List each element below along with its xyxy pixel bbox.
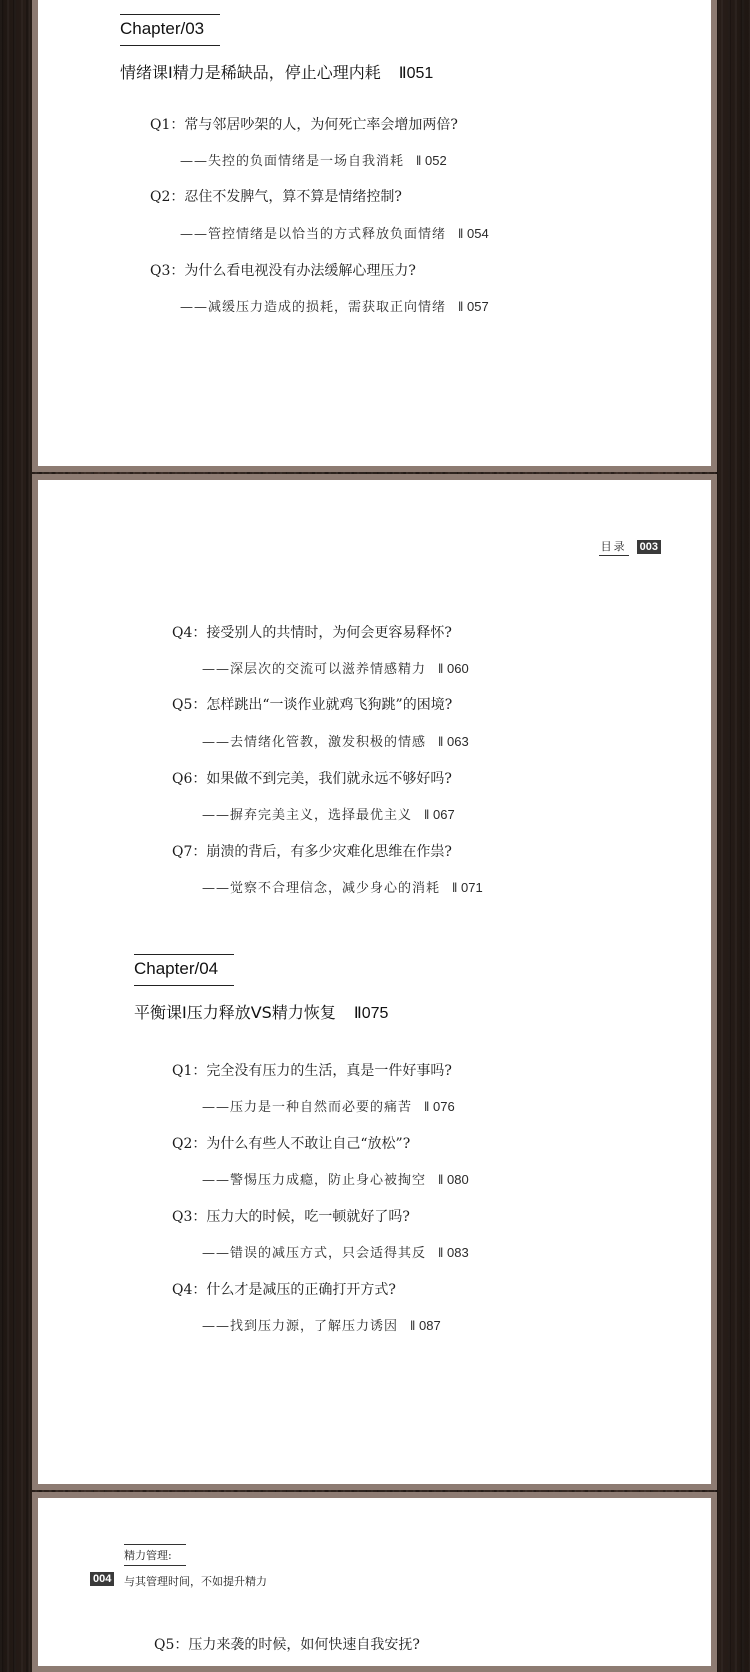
book-page-1 — [32, 0, 717, 472]
page-header-subtitle: 与其管理时间，不如提升精力 — [124, 1575, 267, 1588]
toc-answer-text: ——警惕压力成瘾，防止身心被掏空 — [202, 1173, 427, 1188]
toc-answer — [202, 731, 469, 750]
toc-answer — [180, 296, 489, 315]
toc-answer-text: ——觉察不合理信念，减少身心的消耗 — [202, 881, 441, 896]
toc-page-number: ‖ 057 — [458, 299, 489, 314]
toc-answer — [180, 223, 489, 242]
toc-question: Q4：接受别人的共情时，为何会更容易释怀? — [172, 625, 452, 641]
page-header-label: 精力管理: — [124, 1544, 186, 1566]
toc-question: Q7：崩溃的背后，有多少灾难化思维在作祟? — [172, 844, 452, 860]
toc-answer-text: ——失控的负面情绪是一场自我消耗 — [180, 154, 405, 169]
toc-page-number: ‖ 067 — [424, 807, 455, 822]
chapter-title — [120, 60, 433, 83]
toc-answer — [202, 1242, 469, 1261]
toc-answer — [202, 658, 469, 677]
toc-answer — [202, 1315, 441, 1334]
toc-question: Q5：压力来袭的时候，如何快速自我安抚? — [154, 1637, 420, 1653]
toc-page-number: ‖ 083 — [438, 1245, 469, 1260]
toc-answer — [202, 1169, 469, 1188]
toc-answer-text: ——减缓压力造成的损耗，需获取正向情绪 — [180, 300, 447, 315]
toc-question: Q1：常与邻居吵架的人，为何死亡率会增加两倍? — [150, 117, 458, 133]
toc-answer — [180, 150, 447, 169]
toc-page-number: ‖ 071 — [452, 880, 483, 895]
toc-page-number: ‖ 052 — [416, 153, 447, 168]
toc-answer-text: ——摒弃完美主义，选择最优主义 — [202, 808, 413, 823]
chapter-page-number: Ⅱ075 — [353, 1005, 389, 1022]
toc-page-number: ‖ 060 — [438, 661, 469, 676]
toc-answer-text: ——错误的减压方式，只会适得其反 — [202, 1246, 427, 1261]
chapter-title-text: 平衡课Ⅰ压力释放VS精力恢复 — [134, 1003, 336, 1022]
toc-page-number: ‖ 054 — [458, 226, 489, 241]
chapter-label: Chapter/04 — [134, 954, 234, 986]
chapter-label: Chapter/03 — [120, 14, 220, 46]
toc-question: Q2：为什么有些人不敢让自己“放松”? — [172, 1136, 411, 1152]
page-number-badge: 003 — [637, 540, 661, 554]
book-page-2 — [32, 474, 717, 1490]
chapter-title-text: 情绪课Ⅰ精力是稀缺品，停止心理内耗 — [120, 63, 381, 82]
toc-question: Q5：怎样跳出“一谈作业就鸡飞狗跳”的困境? — [172, 697, 453, 713]
header-label: 目录 — [599, 538, 629, 556]
toc-answer-text: ——找到压力源，了解压力诱因 — [202, 1319, 399, 1334]
toc-question: Q2：忍住不发脾气，算不算是情绪控制? — [150, 189, 402, 205]
toc-question: Q3：为什么看电视没有办法缓解心理压力? — [150, 263, 416, 279]
toc-page-number: ‖ 080 — [438, 1172, 469, 1187]
toc-question: Q4：什么才是减压的正确打开方式? — [172, 1282, 396, 1298]
toc-answer-text: ——管控情绪是以恰当的方式释放负面情绪 — [180, 227, 447, 242]
toc-question: Q6：如果做不到完美，我们就永远不够好吗? — [172, 771, 452, 787]
toc-answer — [202, 1096, 455, 1115]
toc-answer-text: ——压力是一种自然而必要的痛苦 — [202, 1100, 413, 1115]
toc-answer — [202, 877, 483, 896]
toc-question: Q3：压力大的时候，吃一顿就好了吗? — [172, 1209, 410, 1225]
toc-page-number: ‖ 087 — [410, 1318, 441, 1333]
toc-page-number: ‖ 063 — [438, 734, 469, 749]
toc-page-number: ‖ 076 — [424, 1099, 455, 1114]
page-header — [599, 538, 661, 556]
chapter-title — [134, 1000, 388, 1023]
page-number-badge: 004 — [90, 1572, 114, 1586]
toc-answer-text: ——深层次的交流可以滋养情感精力 — [202, 662, 427, 677]
chapter-page-number: Ⅱ051 — [398, 65, 434, 82]
book-page-3 — [32, 1492, 717, 1672]
toc-question: Q1：完全没有压力的生活，真是一件好事吗? — [172, 1063, 452, 1079]
toc-answer-text: ——去情绪化管教，激发积极的情感 — [202, 735, 427, 750]
toc-answer — [202, 804, 455, 823]
